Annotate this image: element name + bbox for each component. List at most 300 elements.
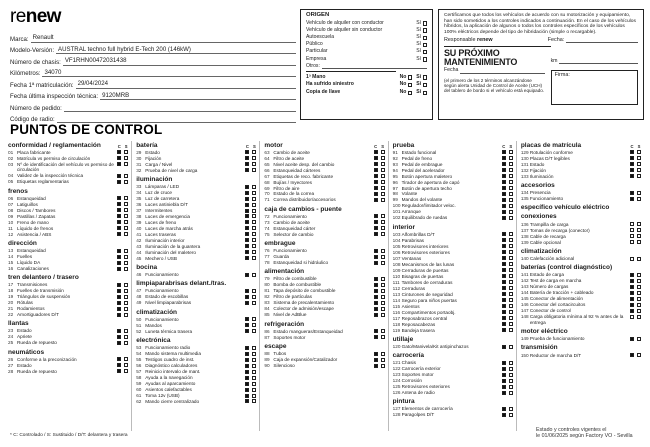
item-label: Funcionamiento radio: [145, 344, 191, 350]
next-fecha-field: [460, 68, 544, 74]
controlado-checkbox: [117, 174, 121, 178]
item-checkboxes: [245, 369, 256, 374]
sustituido-checkbox: [124, 208, 128, 212]
sustituido-checkbox: [381, 364, 385, 368]
sustituido-checkbox: [252, 203, 256, 207]
sustituido-checkbox: [381, 295, 385, 299]
controlado-checkbox: [245, 185, 249, 189]
firma-label: Firma:: [554, 71, 570, 78]
item-label: Cerraduras de puertas: [401, 267, 449, 273]
checklist-item: [393, 316, 513, 322]
sustituido-checkbox: [124, 335, 128, 339]
section-title: utillaje: [392, 335, 414, 343]
checklist-item: [264, 174, 384, 180]
logo-suffix: new: [25, 6, 61, 27]
section-header: [8, 142, 128, 149]
item-label: Estado: [17, 328, 32, 334]
item-label: Tubos: [273, 350, 287, 356]
item-number: 71: [264, 197, 270, 203]
controlado-checkbox: [374, 186, 378, 190]
field-value: 29/04/2024: [76, 80, 296, 89]
validity-line-1: Estado y controles vigentes el: [536, 427, 607, 433]
checklist-item: [393, 180, 513, 186]
section-header: [521, 204, 641, 211]
checklist-column: [388, 141, 516, 431]
checklist-item: [264, 220, 384, 226]
item-checkboxes: [117, 334, 128, 339]
item-number: 41: [136, 231, 142, 237]
controlado-checkbox: [117, 196, 121, 200]
sustituido-checkbox: [124, 214, 128, 218]
yes-checkbox: [423, 83, 427, 87]
checklist-item: [136, 272, 256, 278]
item-label: Estado: [145, 149, 160, 155]
item-checkboxes: [502, 274, 513, 279]
checklist-item: [393, 168, 513, 174]
item-checkboxes: [245, 202, 256, 207]
section-title: baterías (control diagnóstico): [520, 264, 613, 272]
item-label: Retrovisores exteriores: [401, 249, 450, 255]
item-number: 124: [392, 378, 401, 384]
sustituido-checkbox: [637, 228, 641, 232]
km-label: km: [550, 57, 558, 64]
sustituido-checkbox: [509, 174, 513, 178]
column-c-label: C: [245, 143, 249, 149]
checklist-item: [264, 232, 384, 238]
controlado-checkbox: [630, 297, 634, 301]
controlado-checkbox: [245, 256, 249, 260]
controlado-checkbox: [374, 352, 378, 356]
item-number: 74: [264, 225, 270, 231]
checklist-item: [393, 366, 513, 372]
item-checkboxes: [502, 372, 513, 377]
item-checkboxes: [502, 292, 513, 297]
item-number: 109: [392, 267, 401, 273]
item-label: Paragolpes D/T: [401, 412, 435, 418]
sustituido-checkbox: [381, 174, 385, 178]
sustituido-checkbox: [381, 301, 385, 305]
sustituido-checkbox: [252, 388, 256, 392]
section-header: [521, 344, 641, 351]
sustituido-checkbox: [509, 379, 513, 383]
sustituido-checkbox: [252, 214, 256, 218]
controlado-checkbox: [374, 277, 378, 281]
checklist-item: [264, 312, 384, 318]
controlado-checkbox: [374, 301, 378, 305]
item-label: Latiguillos: [17, 201, 38, 207]
checklist-item: [264, 180, 384, 186]
item-checkboxes: [502, 310, 513, 315]
item-checkboxes: [374, 232, 385, 237]
item-checkboxes: [502, 286, 513, 291]
checklist-item: [136, 381, 256, 387]
fecha-label: Fecha:: [547, 36, 565, 43]
checklist-item: [393, 203, 513, 209]
item-checkboxes: [502, 390, 513, 395]
controlado-checkbox: [117, 267, 121, 271]
checklist-item: [521, 240, 641, 246]
checklist-item: [8, 179, 128, 185]
sustituido-checkbox: [252, 209, 256, 213]
item-label: Luz de carretera: [145, 195, 180, 201]
yes-checkbox: [423, 57, 427, 61]
checklist-item: [521, 290, 641, 296]
section-header: [136, 176, 256, 183]
sustituido-checkbox: [509, 268, 513, 272]
item-number: 92: [392, 155, 398, 161]
section-title: motor eléctrico: [520, 328, 568, 336]
item-checkboxes: [502, 384, 513, 389]
item-checkboxes: [630, 308, 641, 313]
item-checkboxes: [502, 262, 513, 267]
item-checkboxes: [245, 238, 256, 243]
item-label: Canalizaciones: [17, 265, 49, 271]
item-number: 139: [520, 239, 529, 245]
sustituido-checkbox: [381, 335, 385, 339]
sustituido-checkbox: [381, 352, 385, 356]
item-label: Testigos cuadro de inst.: [145, 356, 195, 362]
checklist-item: [393, 215, 513, 221]
item-label: Rodamientos: [17, 306, 45, 312]
controlado-checkbox: [374, 226, 378, 230]
section-title: placas de matrícula: [520, 141, 582, 149]
item-number: 66: [264, 167, 270, 173]
item-checkboxes: [374, 329, 385, 334]
controlado-checkbox: [117, 208, 121, 212]
checklist-item: [8, 260, 128, 266]
sustituido-checkbox: [509, 322, 513, 326]
item-label: Soportes motor: [273, 334, 306, 340]
item-checkboxes: [374, 351, 385, 356]
fecha-field: [566, 42, 638, 43]
item-checkboxes: [502, 232, 513, 237]
sustituido-checkbox: [381, 277, 385, 281]
item-label: Pedal de freno: [401, 155, 433, 161]
origen-title: ORIGEN: [306, 12, 330, 18]
sustituido-checkbox: [124, 226, 128, 230]
item-checkboxes: [117, 282, 128, 287]
item-label: Toma 12v (USB): [145, 392, 180, 398]
checklist-item: [264, 162, 384, 168]
controlado-checkbox: [245, 150, 249, 154]
item-number: 26: [8, 356, 14, 362]
item-label: Líquido DA: [17, 259, 41, 265]
item-checkboxes: [117, 150, 128, 155]
item-checkboxes: [245, 294, 256, 299]
sustituido-checkbox: [637, 337, 641, 341]
item-label: Equilibrado de ruedas: [401, 215, 448, 221]
item-label: Prueba de nivel de carga: [145, 167, 198, 173]
item-number: 65: [264, 161, 270, 167]
item-checkboxes: [245, 323, 256, 328]
item-label: Estanqueidad si hidráulico: [273, 260, 329, 266]
section-header: [136, 264, 256, 271]
checklist-item: [136, 300, 256, 306]
item-label: Fijación: [145, 155, 162, 161]
origen-option-label: Empresa: [306, 55, 327, 62]
controlado-checkbox: [502, 174, 506, 178]
item-checkboxes: [245, 214, 256, 219]
item-checkboxes: [117, 260, 128, 265]
controlado-checkbox: [374, 364, 378, 368]
checklist-item: [521, 234, 641, 240]
item-number: 51: [136, 322, 142, 328]
item-number: 99: [392, 197, 398, 203]
item-number: 35: [136, 195, 142, 201]
controlado-checkbox: [630, 168, 634, 172]
item-number: 87: [264, 334, 270, 340]
checklist-item: [136, 294, 256, 300]
item-label: Carga obligatoria mínima al 92 % antes de la entrega: [529, 314, 624, 325]
section-header: [264, 343, 384, 350]
item-number: 144: [520, 290, 529, 296]
section-title: prueba: [392, 141, 415, 149]
item-label: Nivel de AdBlue: [273, 312, 307, 318]
origen-option-label: Vehículo de alquiler sin conductor: [306, 26, 383, 33]
sustituido-checkbox: [124, 283, 128, 287]
checklist-item: [8, 248, 128, 254]
controlado-checkbox: [374, 261, 378, 265]
controlado-checkbox: [245, 273, 249, 277]
item-label: Tapa depósito de combustible: [273, 288, 336, 294]
controlado-checkbox: [630, 309, 634, 313]
checklist-item: [264, 357, 384, 363]
item-label: Filtro de partículas: [273, 294, 312, 300]
item-checkboxes: [502, 168, 513, 173]
item-number: 49: [136, 300, 142, 306]
checklist-item: [8, 288, 128, 294]
checklist-item: [136, 375, 256, 381]
controlado-checkbox: [630, 257, 634, 261]
item-label: Conector de alimentación: [529, 296, 583, 302]
sustituido-checkbox: [124, 363, 128, 367]
controlado-checkbox: [502, 345, 506, 349]
controlado-checkbox: [117, 255, 121, 259]
section-title: específico vehículo eléctrico: [520, 204, 610, 212]
item-label: Reposabrazos central: [401, 315, 448, 321]
item-number: 103: [392, 231, 401, 237]
item-checkboxes: [117, 288, 128, 293]
item-label: Reductor de marcha D/T: [529, 352, 582, 358]
item-checkboxes: [374, 156, 385, 161]
controlado-checkbox: [374, 255, 378, 259]
item-checkboxes: [630, 150, 641, 155]
controlado-checkbox: [245, 238, 249, 242]
sustituido-checkbox: [509, 391, 513, 395]
origen-question-label: 1ª Mano: [306, 73, 326, 80]
page-title: PUNTOS DE CONTROL: [10, 122, 163, 137]
controlado-checkbox: [245, 370, 249, 374]
item-checkboxes: [502, 215, 513, 220]
checklist-item: [136, 202, 256, 208]
checklist-item: [521, 336, 641, 342]
item-number: 40: [136, 225, 142, 231]
vehicle-field: [10, 31, 296, 43]
item-number: 127: [392, 406, 401, 412]
checklist-column: [131, 141, 259, 431]
vehicle-field: [10, 66, 296, 78]
yes-checkbox: [423, 50, 427, 54]
sustituido-checkbox: [124, 255, 128, 259]
item-checkboxes: [374, 186, 385, 191]
sustituido-checkbox: [509, 256, 513, 260]
sustituido-checkbox: [252, 197, 256, 201]
item-label: Cable opcional: [529, 239, 561, 245]
item-number: 27: [8, 362, 14, 368]
yes-checkbox: [423, 28, 427, 32]
item-checkboxes: [117, 340, 128, 345]
controlado-checkbox: [374, 232, 378, 236]
item-label: Estado de carga: [529, 272, 564, 278]
item-label: Conector del cortacircuitos: [529, 302, 586, 308]
sustituido-checkbox: [509, 198, 513, 202]
sustituido-checkbox: [252, 238, 256, 242]
item-label: Tambores de cerraduras: [401, 279, 453, 285]
controlado-checkbox: [117, 226, 121, 230]
yes-label: Sí: [416, 48, 422, 55]
controlado-checkbox: [245, 301, 249, 305]
sustituido-checkbox: [509, 262, 513, 266]
section-header: [521, 264, 641, 271]
checklist-item: [393, 280, 513, 286]
item-number: 17: [8, 282, 14, 288]
item-number: 97: [392, 185, 398, 191]
item-number: 60: [136, 386, 142, 392]
sustituido-checkbox: [509, 280, 513, 284]
item-checkboxes: [117, 294, 128, 299]
item-number: 137: [520, 227, 529, 233]
checklist-item: [521, 150, 641, 156]
item-checkboxes: [117, 179, 128, 184]
checklist-item: [521, 168, 641, 174]
checklist-item: [8, 214, 128, 220]
origen-question: [306, 90, 427, 96]
item-number: 55: [136, 356, 142, 362]
yes-label: Sí: [416, 26, 422, 33]
km-row: [551, 59, 638, 65]
checklist-item: [521, 256, 641, 262]
checklist-item: [136, 190, 256, 196]
item-checkboxes: [630, 290, 641, 295]
item-checkboxes: [245, 220, 256, 225]
checklist-item: [8, 196, 128, 202]
controlado-checkbox: [117, 214, 121, 218]
item-number: 14: [8, 253, 14, 259]
sustituido-checkbox: [637, 197, 641, 201]
origen-option-label: Público: [306, 41, 323, 48]
section-title: climatización: [520, 247, 562, 255]
item-label: Iluminación: [529, 173, 554, 179]
sustituido-checkbox: [381, 162, 385, 166]
checklist-item: [8, 312, 128, 318]
vehicle-field: [10, 100, 296, 112]
checklist-item: [136, 184, 256, 190]
sustituido-checkbox: [124, 162, 128, 166]
item-checkboxes: [502, 244, 513, 249]
checklist-item: [393, 191, 513, 197]
column-c-label: C: [630, 143, 634, 149]
sustituido-checkbox: [252, 382, 256, 386]
item-checkboxes: [117, 208, 128, 213]
item-label: Líquido de frenos: [17, 225, 54, 231]
item-label: Test de carga en marcha: [529, 278, 582, 284]
item-checkboxes: [374, 174, 385, 179]
item-number: 107: [392, 255, 401, 261]
column-s-label: S: [253, 143, 256, 149]
item-label: Estado funcional: [401, 149, 437, 155]
sustituido-checkbox: [637, 222, 641, 226]
item-number: 11: [8, 225, 13, 231]
sustituido-checkbox: [509, 216, 513, 220]
item-number: 58: [136, 374, 142, 380]
item-checkboxes: [374, 214, 385, 219]
checklist-item: [521, 228, 641, 234]
item-label: Botón de apertura techo: [401, 185, 452, 191]
controlado-checkbox: [374, 220, 378, 224]
controlado-checkbox: [374, 150, 378, 154]
item-number: 77: [264, 254, 270, 260]
sustituido-checkbox: [637, 303, 641, 307]
item-checkboxes: [117, 300, 128, 305]
item-label: Luces de emergencia: [145, 213, 191, 219]
controlado-checkbox: [245, 399, 249, 403]
item-label: Cable de recarga: [529, 233, 566, 239]
item-label: Nivel aceite desp. del cambio: [273, 161, 335, 167]
origen-option: [306, 57, 427, 63]
field-label: Número de pedido:: [10, 104, 62, 112]
checklist-item: [8, 334, 128, 340]
item-checkboxes: [374, 220, 385, 225]
item-label: Transmisiones: [17, 282, 48, 288]
item-checkboxes: [245, 156, 256, 161]
item-checkboxes: [117, 248, 128, 253]
item-label: Discos / Tambores: [17, 207, 56, 213]
checklist-item: [8, 340, 128, 346]
checklist-item: [264, 197, 384, 203]
item-number: 128: [392, 412, 401, 418]
item-number: 101: [392, 209, 401, 215]
item-checkboxes: [630, 196, 641, 201]
item-label: Arranque: [401, 209, 421, 215]
item-label: Prueba de funcionamiento: [529, 336, 585, 342]
field-label: Fecha 1ª matriculación:: [10, 81, 74, 89]
item-label: Amortiguadores D/T: [17, 312, 59, 318]
sustituido-checkbox: [637, 353, 641, 357]
item-checkboxes: [117, 306, 128, 311]
item-number: 25: [8, 340, 14, 346]
item-checkboxes: [374, 226, 385, 231]
item-number: 93: [392, 161, 398, 167]
item-checkboxes: [245, 244, 256, 249]
checklist-item: [136, 238, 256, 244]
item-number: 102: [392, 215, 401, 221]
origen-option: [306, 35, 427, 41]
controlado-checkbox: [245, 226, 249, 230]
controlado-checkbox: [374, 289, 378, 293]
item-number: 12: [8, 231, 14, 237]
section-header: [393, 336, 513, 343]
item-number: 120: [392, 343, 401, 349]
section-title: climatización: [136, 308, 178, 316]
section-header: [8, 240, 128, 247]
item-label: Luz de cruce: [145, 189, 173, 195]
sustituido-checkbox: [124, 295, 128, 299]
next-fecha-row: [444, 68, 545, 74]
item-number: 116: [392, 309, 401, 315]
column-s-label: S: [509, 143, 513, 149]
item-number: 47: [136, 288, 142, 294]
sustituido-checkbox: [381, 249, 385, 253]
